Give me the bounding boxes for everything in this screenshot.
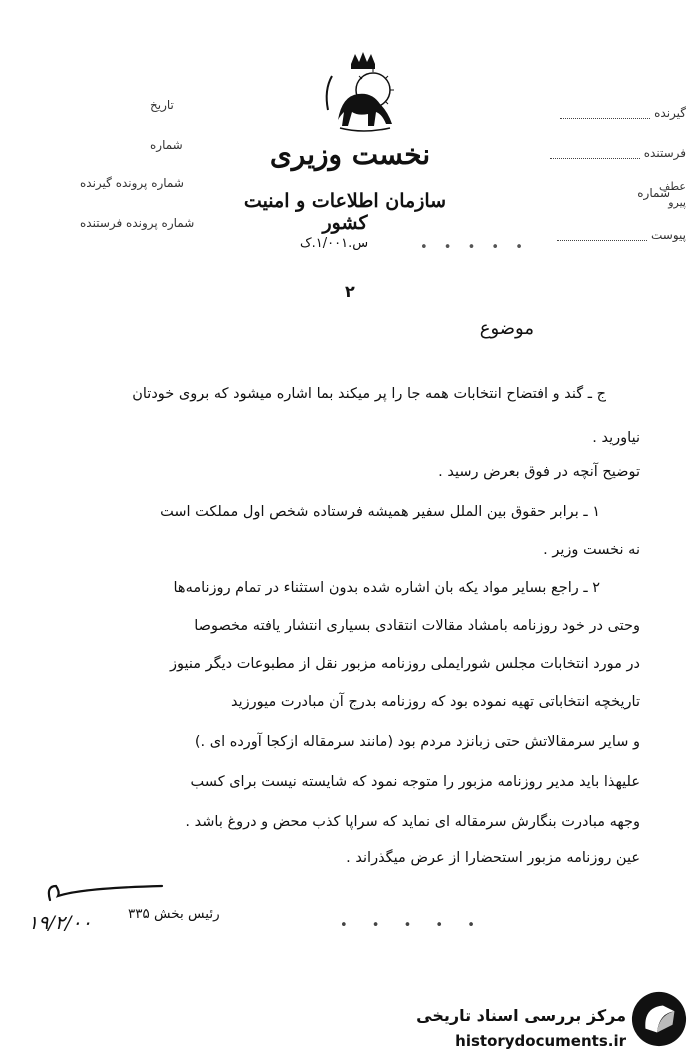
date-field [150,98,174,112]
body-line-9: تاریخچه انتخاباتی تهیه نموده بود که روزنامه بدرج آن مبادرت میورزید [230,694,640,710]
organization-name-primary: نخست وزیری [269,138,431,171]
attachment-label: پیوست [651,228,686,242]
redacted-marks: • • • • • [420,240,529,255]
body-line-3: توضیح آنچه در فوق بعرض رسید . [438,464,640,480]
body-line-6: ۲ ـ راجع بسایر مواد یکه بان اشاره شده بدون استثناء در تمام روزنامه‌ها [173,580,600,596]
number-label: شماره [150,138,183,152]
follow-up-label: پیرو [668,196,686,209]
body-line-5: نه نخست وزیر . [543,542,640,558]
handwritten-signature-icon [42,878,172,908]
recipient-label: گیرنده [654,106,686,120]
recipient-field [560,106,686,120]
redacted-signature-marks: • • • • • [340,918,485,933]
sender-file-number-label: شماره پرونده فرستنده [80,216,195,230]
lion-and-sun-emblem-icon [318,50,408,136]
organization-name-secondary: سازمان اطلاعات و امنیت کشور [243,190,447,234]
reference-field [659,180,686,193]
attachment-dotted-line [557,230,647,241]
reference-number: س.۱/۰۰۱.ک [300,236,369,251]
subject-label: موضوع [479,318,534,339]
body-line-2: نیاورید . [592,430,640,446]
handwritten-date: ۱۹/۲/۰۰ [28,912,92,934]
body-line-8: در مورد انتخابات مجلس شورایملی روزنامه مزبور نقل از مطبوعات دیگر منیوز [169,656,640,672]
body-line-4: ۱ ـ برابر حقوق بین الملل سفیر همیشه فرستاده شخص اول مملکت است [160,504,600,520]
receiver-file-number-field [80,176,184,190]
receiver-file-number-label: شماره پرونده گیرنده [80,176,184,190]
body-line-10: و سایر سرمقالاتش حتی زبانزد مردم بود (مانند سرمقاله ازکجا آورده ای .) [194,734,640,750]
body-line-13: عین روزنامه مزبور استحضارا از عرض میگذراند . [346,850,640,866]
sender-label: فرستنده [643,146,686,160]
reference-label: عطف [659,180,686,193]
sender-field [550,146,686,160]
signer-title: رئیس بخش ۳۳۵ [128,906,220,922]
sender-file-number-field [80,216,194,230]
reference-number-line [300,236,368,251]
follow-up-field [668,196,686,209]
watermark-url: historydocuments.ir [455,1032,626,1050]
page-number: ۲ [345,282,355,301]
number-field [150,138,183,152]
attachment-field [557,228,686,242]
watermark-title: مرکز بررسی اسناد تاریخی [416,1006,626,1025]
body-line-12: وجهه مبادرت بنگارش سرمقاله ای نماید که سراپا کذب محض و دروغ باشد . [185,814,640,830]
archive-logo-icon [630,990,688,1048]
reference-number-label: شماره [637,186,670,200]
recipient-dotted-line [560,108,650,119]
sender-dotted-line [550,148,640,159]
body-line-1: ج ـ گند و افتضاح انتخابات همه جا را پر میکند بما اشاره میشود که بروی خودتان [132,386,606,402]
date-label: تاریخ [150,98,174,112]
body-line-11: علیهذا باید مدیر روزنامه مزبور را متوجه نمود که شایسته نیست برای کسب [190,774,640,790]
body-line-7: وحتی در خود روزنامه بامشاد مقالات انتقادی بسیاری انتشار یافته مخصوصا [194,618,640,634]
